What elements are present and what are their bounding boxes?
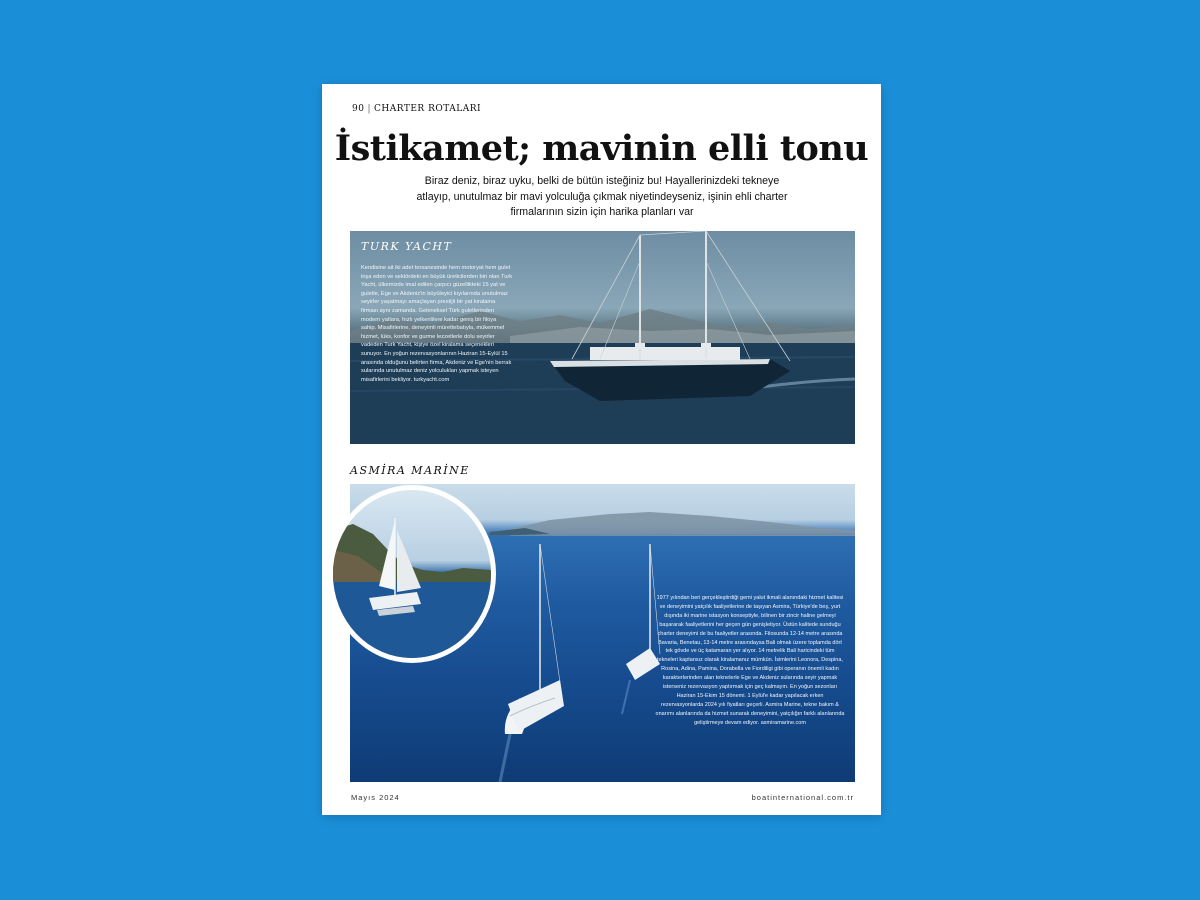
page-header xyxy=(352,104,481,114)
article-title: İstikamet; mavinin elli tonu xyxy=(334,128,869,169)
turk-yacht-photo xyxy=(350,231,855,444)
header-divider: | xyxy=(367,104,371,114)
asmira-marine-heading: ASMİRA MARİNE xyxy=(350,464,470,477)
magazine-page xyxy=(322,84,881,815)
turk-yacht-body: Kendisine ait iki adet tersanesinde hem motoryat hem gulet inşa eden ve sektördeki en büyük üreticilerden biri olan Turk Yacht, ülkemizde imal edilen çarpıcı güzellikteki 15 yat ve guletle, Ege ve Akdeniz'in büyüleyici kıyılarında unutulmaz seyirler yaşatmayı amaçlayan prestijli bir yat kiralama firması aynı zamanda. Geleneksel Türk guletlerinden modern yatlara, hızlı yelkenlilere kadar geniş bir filoya sahip. Misafirlerine, deneyimli mürettebatıyla, mükemmel hizmet, lüks, konfor ve gurme lezzetlerle dolu seyirler vadeden Turk Yacht, kişiye özel kiralama seçenekleri sunuyor. En yoğun rezervasyonlarının Haziran 15-Eylül 15 arasında olduğunu belirten firma, Akdeniz ve Ege'nin berrak sularında unutulmaz deniz yolculukları yapmak isteyen misafirlerini bekliyor. turkyacht.com xyxy=(361,265,513,383)
page-number: 90 xyxy=(352,104,365,114)
section-label: CHARTER ROTALARI xyxy=(374,104,482,114)
footer-date: Mayıs 2024 xyxy=(351,793,400,802)
article-subtitle: Biraz deniz, biraz uyku, belki de bütün isteğiniz bu! Hayallerinizdeki tekneye atlayıp, unutulmaz bir mavi yolculuğa çıkmak niyetindeyseniz, işinin ehli charter firmalarının sizin için harika planları var xyxy=(416,175,788,218)
catamaran-inset-photo xyxy=(328,485,496,663)
asmira-marine-body: 1977 yılından beri gerçekleştirdiği gemi yalut ikmali alanındaki hizmet kalitesi ve deneyimini yatçılık faaliyetlerine de taşıyan Asmira, Türkiye'de beş, yurt dışında iki marine istasyon konseptiyle, bilinen bir zincir haline gelmeyi başararak faaliyetlerini her geçen gün genişletiyor. Üstün kalitede sunduğu charter deneyimi de bu faaliyetler arasında. Filosunda 12-14 metre arasında Bavaria, Benetau, 13-14 metre arasındaysa Bali olmak üzere toplamda dört tek gövde ve üç katamaran yer alıyor. 14 metrelik Bali haricindeki tüm tekneleri kaptansız olarak kiralamanız mümkün. İsimlerini Leonora, Despina, Rosina, Adina, Pamina, Dorabella ve Fiordiligi gibi operanın önemli kadın karakterlerinden alan teknelerle Ege ve Akdeniz sularında seyir yapmak isterseniz rezervasyon yaptırmak için geç kalmayın. En yoğun sezonları Haziran 15-Ekim 15 dönemi. 1 Eylül'e kadar yapılacak erken rezervasyonlarda 2024 yılı fiyatları geçerli. Asmira Marine, tekne bakım & onarımı alanlarında da hizmet sunarak deneyimini, yatçılığın farklı alanlarında geliştirmeye devam ediyor. asmiramarine.com xyxy=(655,595,845,726)
catamaran-illustration xyxy=(333,490,491,658)
turk-yacht-heading: TURK YACHT xyxy=(361,240,453,253)
footer-website: boatinternational.com.tr xyxy=(751,793,854,802)
